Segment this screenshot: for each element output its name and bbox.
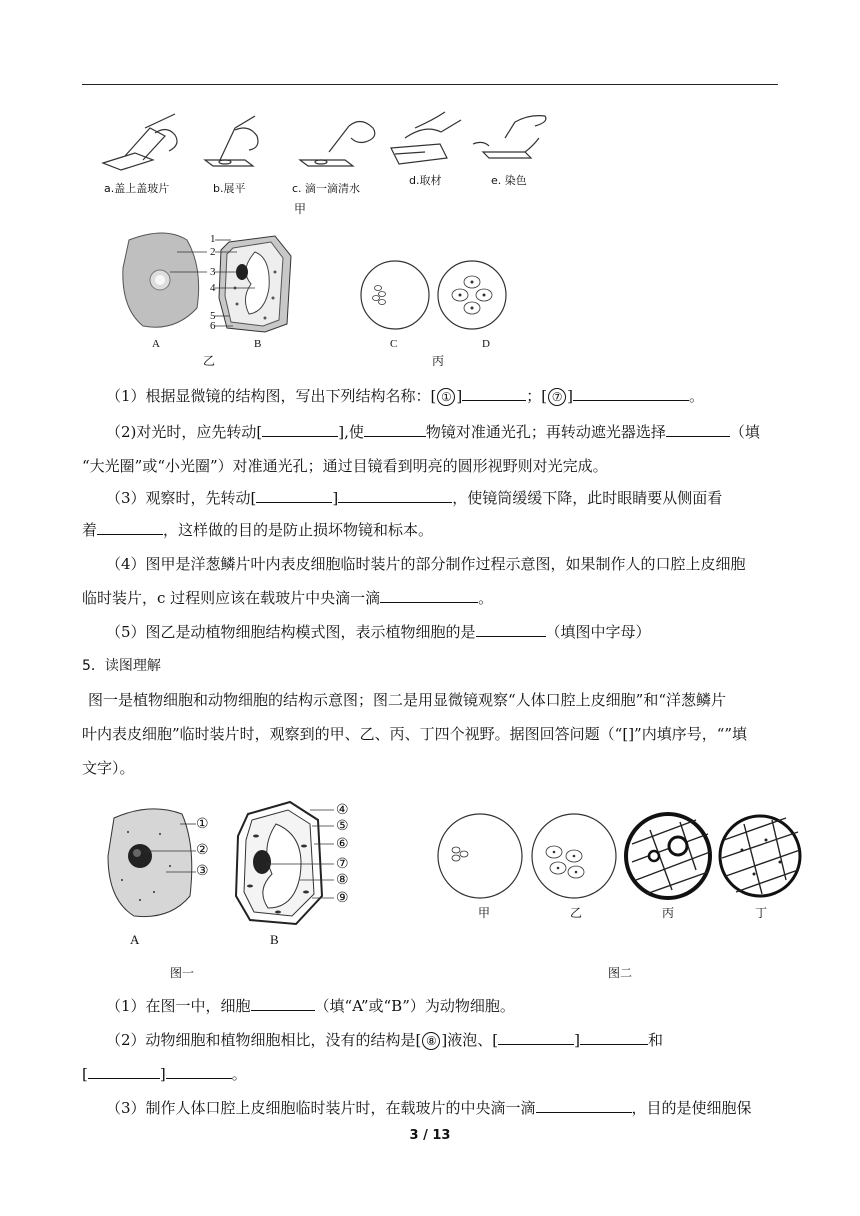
- question-4-line-2: 临时装片，c 过程则应该在载玻片中央滴一滴 。: [82, 589, 494, 607]
- fig1-num-1: ①: [196, 817, 209, 832]
- subquestion-2-line-2: [ ] 。: [82, 1065, 247, 1083]
- item-5-title: 5．读图理解: [82, 658, 161, 674]
- answer-blank[interactable]: [97, 520, 163, 535]
- marker-8: ⑧: [422, 1032, 440, 1050]
- fig1-num-5: ⑤: [336, 819, 349, 834]
- figure-2-views: [436, 810, 802, 902]
- bing-group-label: 丙: [432, 354, 445, 368]
- figure-1-caption: 图一: [170, 966, 195, 980]
- bing-label-D: D: [482, 338, 490, 350]
- question-2: （2)对光时，应先转动[ ],使 物镜对准通光孔；再转动遮光器选择 （填: [106, 423, 760, 441]
- fig1-num-4: ④: [336, 803, 349, 818]
- page-number: 3 / 13: [409, 1128, 451, 1143]
- answer-blank[interactable]: [666, 422, 730, 437]
- answer-blank[interactable]: [88, 1064, 160, 1079]
- fig1-num-2: ②: [196, 843, 209, 858]
- marker-1: ①: [437, 388, 455, 406]
- jia-caption-d: d.取材: [409, 174, 442, 187]
- bing-label-C: C: [390, 338, 398, 350]
- jia-caption-a: a.盖上盖玻片: [104, 182, 170, 195]
- item-5-intro-2: 叶内表皮细胞”临时装片时，观察到的甲、乙、丙、丁四个视野。据图回答问题（“[]”内填序号，“”填: [82, 725, 748, 743]
- answer-blank[interactable]: [338, 488, 452, 503]
- marker-7: ⑦: [548, 388, 566, 406]
- answer-blank[interactable]: [380, 588, 478, 603]
- question-4: （4）图甲是洋葱鳞片叶内表皮细胞临时装片的部分制作过程示意图，如果制作人的口腔上皮细胞: [106, 555, 746, 573]
- fig2-label-ding: 丁: [755, 906, 768, 920]
- yi-label-B: B: [254, 338, 262, 350]
- fig1-num-3: ③: [196, 864, 209, 879]
- question-5: （5）图乙是动植物细胞结构模式图，表示植物细胞的是 （填图中字母）: [106, 623, 651, 641]
- jia-label: 甲: [294, 202, 307, 216]
- figure-bing-views: [358, 258, 508, 334]
- answer-blank[interactable]: [364, 422, 426, 437]
- jia-caption-c: c. 滴一滴清水: [292, 182, 361, 195]
- question-3: （3）观察时，先转动[ ] ，使镜筒缓缓下降，此时眼睛要从侧面看: [106, 489, 723, 507]
- fig2-label-bing: 丙: [662, 906, 675, 920]
- answer-blank-7[interactable]: [573, 386, 689, 401]
- question-2-line-2: “大光圈”或“小光圈”）对准通光孔；通过目镜看到明亮的圆形视野则对光完成。: [82, 457, 608, 475]
- yi-num-5: 5: [210, 310, 216, 322]
- yi-num-2: 2: [210, 246, 216, 258]
- answer-blank-1[interactable]: [462, 386, 526, 401]
- jia-caption-b: b.展平: [213, 182, 246, 195]
- answer-blank[interactable]: [262, 422, 338, 437]
- yi-num-6: 6: [210, 320, 216, 332]
- answer-blank[interactable]: [256, 488, 332, 503]
- yi-num-1: 1: [210, 233, 216, 245]
- subquestion-1: （1）在图一中，细胞 （填“A”或“B”）为动物细胞。: [106, 997, 515, 1015]
- answer-blank[interactable]: [166, 1064, 232, 1079]
- item-5-intro-1: 图一是植物细胞和动物细胞的结构示意图；图二是用显微镜观察“人体口腔上皮细胞”和“洋葱鳞片: [88, 691, 727, 709]
- fig1-num-6: ⑥: [336, 837, 349, 852]
- fig1-num-9: ⑨: [336, 891, 349, 906]
- fig1-num-7: ⑦: [336, 857, 349, 872]
- figure-2-caption: 图二: [608, 966, 633, 980]
- yi-num-4: 4: [210, 282, 216, 294]
- fig2-label-yi: 乙: [570, 906, 583, 920]
- answer-blank[interactable]: [251, 996, 315, 1011]
- fig1-num-8: ⑧: [336, 873, 349, 888]
- subquestion-2: （2）动物细胞和植物细胞相比，没有的结构是[ ⑧ ]液泡、[ ] 和: [106, 1031, 663, 1049]
- item-5-intro-3: 文字）。: [82, 759, 135, 777]
- fig1-label-B: B: [270, 932, 279, 947]
- fig2-label-jia: 甲: [478, 906, 491, 920]
- yi-label-A: A: [152, 338, 160, 350]
- subquestion-3: （3）制作人体口腔上皮细胞临时装片时，在载玻片的中央滴一滴 ，目的是使细胞保: [106, 1099, 752, 1117]
- fig1-label-A: A: [130, 932, 140, 947]
- jia-caption-e: e. 染色: [491, 174, 527, 187]
- answer-blank[interactable]: [536, 1098, 632, 1113]
- yi-num-3: 3: [210, 266, 216, 278]
- yi-group-label: 乙: [203, 354, 216, 368]
- question-1: （1）根据显微镜的结构图，写出下列结构名称：[ ① ] ；[ ⑦ ] 。: [106, 387, 704, 405]
- answer-blank[interactable]: [498, 1030, 574, 1045]
- question-3-line-2: 着 ，这样做的目的是防止损坏物镜和标本。: [82, 521, 434, 539]
- answer-blank[interactable]: [476, 622, 546, 637]
- figure-1-cells: [100, 796, 360, 932]
- answer-blank[interactable]: [580, 1030, 648, 1045]
- header-rule: [82, 84, 778, 85]
